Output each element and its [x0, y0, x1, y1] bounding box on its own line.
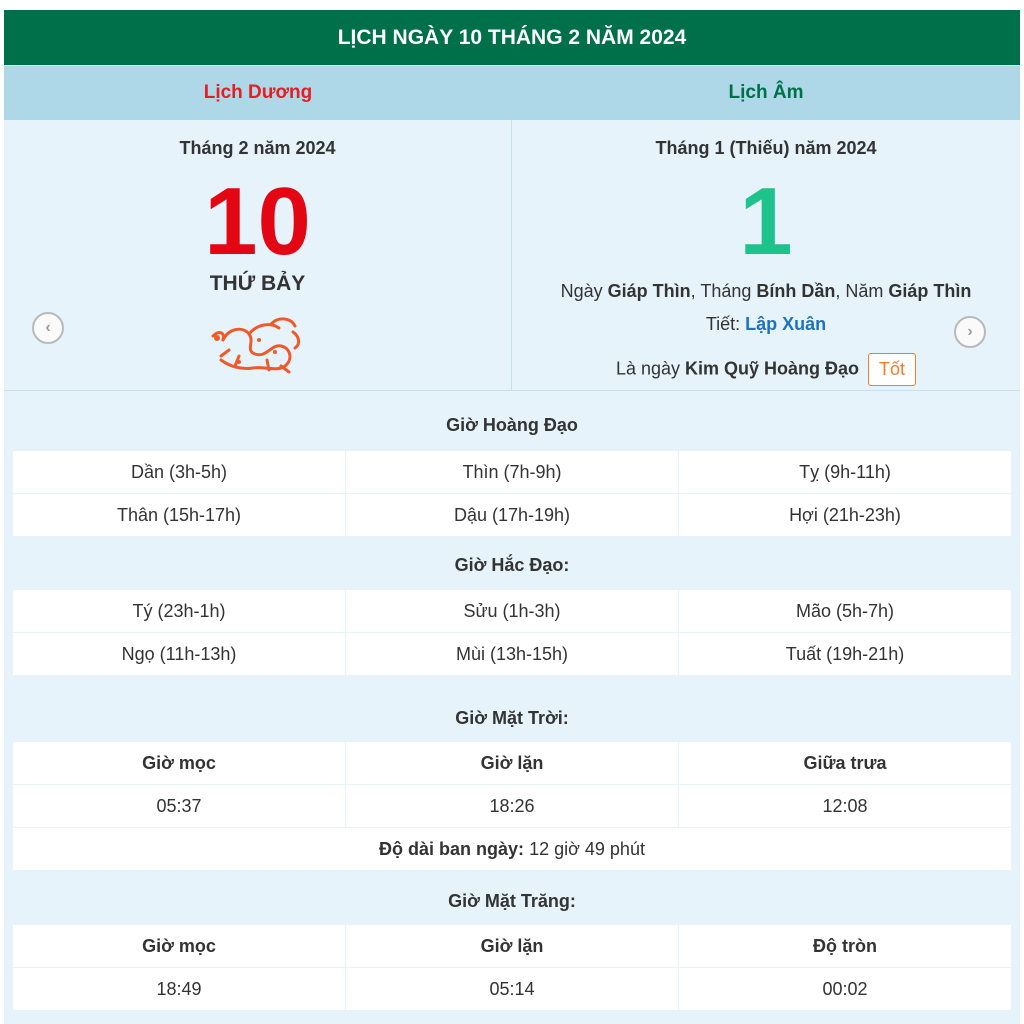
table-row: [13, 590, 1012, 633]
table-row: [13, 925, 1012, 968]
can-chi-year-prefix: , Năm: [835, 281, 889, 301]
lunar-calendar-label: Lịch Âm: [728, 82, 804, 103]
solar-term-line: [512, 314, 1020, 335]
lunar-month-year: Tháng 1 (Thiếu) năm 2024: [655, 138, 877, 158]
table-cell: 18:26: [346, 785, 679, 828]
table-cell: Sửu (1h-3h): [346, 590, 679, 633]
prev-day-button[interactable]: [32, 312, 64, 344]
solar-calendar-tab[interactable]: [4, 66, 512, 120]
table-row: [13, 494, 1012, 537]
day-rating-badge: Tốt: [868, 353, 916, 386]
table-cell: Mão (5h-7h): [679, 590, 1012, 633]
table-cell: 00:02: [679, 968, 1012, 1011]
table-cell: Tỵ (9h-11h): [679, 451, 1012, 494]
solar-month-year: Tháng 2 năm 2024: [179, 138, 336, 158]
solar-day-number: 10: [204, 168, 311, 275]
table-cell: Thìn (7h-9h): [346, 451, 679, 494]
can-chi-day-prefix: Ngày: [560, 281, 608, 301]
table-row: [13, 633, 1012, 676]
calendar-widget: [4, 10, 1020, 1024]
solar-day-panel: [4, 120, 512, 390]
solar-term-label: Tiết:: [705, 314, 746, 334]
daylength-label: Độ dài ban ngày:: [379, 838, 525, 859]
calendar-type-header: [4, 65, 1020, 120]
lunar-day-panel: [512, 120, 1020, 390]
calendar-day-panel: [4, 120, 1020, 391]
table-row: [13, 828, 1012, 871]
weekday-label: THỨ BẢY: [209, 272, 306, 295]
table-cell: Ngọ (11h-13h): [13, 633, 346, 676]
table-row: [13, 451, 1012, 494]
day-type: Kim Quỹ Hoàng Đạo: [685, 358, 860, 379]
daylength-cell: [13, 828, 1012, 871]
sun-times-title: Giờ Mặt Trời:: [455, 708, 569, 728]
table-row: [13, 742, 1012, 785]
table-header-cell: Độ tròn: [679, 925, 1012, 968]
table-row: [13, 785, 1012, 828]
chevron-right-icon: ›: [967, 323, 973, 340]
table-header-cell: Giờ lặn: [346, 742, 679, 785]
gio-hoang-dao-title: Giờ Hoàng Đạo: [446, 415, 578, 435]
can-chi-day: Giáp Thìn: [607, 281, 691, 301]
table-header-cell: Giờ mọc: [13, 925, 346, 968]
page-title-text: LỊCH NGÀY 10 THÁNG 2 NĂM 2024: [337, 25, 687, 49]
table-row: [13, 968, 1012, 1011]
chevron-left-icon: ‹: [45, 319, 51, 336]
solar-term-link[interactable]: Lập Xuân: [745, 314, 827, 334]
table-cell: 05:37: [13, 785, 346, 828]
table-cell: 18:49: [13, 968, 346, 1011]
table-cell: 05:14: [346, 968, 679, 1011]
table-cell: Tý (23h-1h): [13, 590, 346, 633]
table-header-cell: Giữa trưa: [679, 742, 1012, 785]
sun-times-table: [12, 741, 1012, 871]
daylength-value: 12 giờ 49 phút: [529, 838, 645, 859]
day-type-prefix: Là ngày: [615, 358, 685, 379]
moon-times-table: [12, 924, 1012, 1011]
table-cell: Tuất (19h-21h): [679, 633, 1012, 676]
can-chi-year: Giáp Thìn: [888, 281, 972, 301]
table-cell: Dậu (17h-19h): [346, 494, 679, 537]
table-cell: Dần (3h-5h): [13, 451, 346, 494]
moon-times-title: Giờ Mặt Trăng:: [448, 891, 576, 911]
lunar-calendar-tab[interactable]: [512, 66, 1020, 120]
can-chi-month: Bính Dần: [756, 281, 836, 301]
table-cell: Mùi (13h-15h): [346, 633, 679, 676]
table-header-cell: Giờ mọc: [13, 742, 346, 785]
can-chi-month-prefix: , Tháng: [690, 281, 757, 301]
table-cell: Thân (15h-17h): [13, 494, 346, 537]
table-header-cell: Giờ lặn: [346, 925, 679, 968]
gio-hoang-dao-table: [12, 450, 1012, 537]
can-chi-line: [512, 281, 1020, 302]
gio-hac-dao-table: [12, 589, 1012, 676]
table-cell: Hợi (21h-23h): [679, 494, 1012, 537]
table-cell: 12:08: [679, 785, 1012, 828]
lunar-day-number: 1: [739, 168, 793, 275]
day-type-line: [512, 353, 1020, 386]
gio-hac-dao-title: Giờ Hắc Đạo:: [454, 555, 570, 575]
dragon-icon: [209, 310, 305, 376]
solar-calendar-label: Lịch Dương: [203, 82, 313, 103]
page-title: [4, 10, 1020, 65]
